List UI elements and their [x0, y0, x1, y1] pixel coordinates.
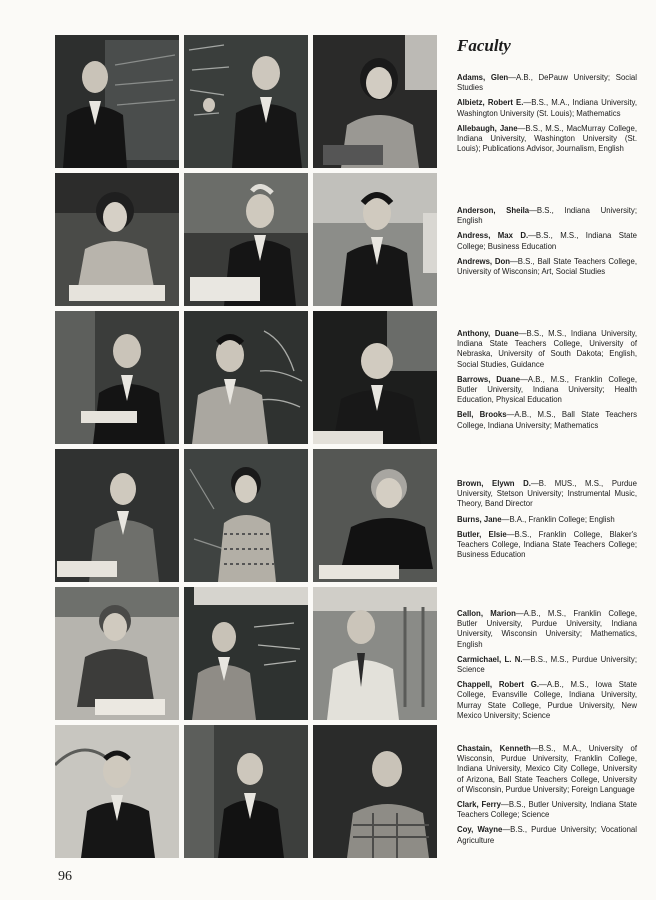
- photo-anthony: [55, 311, 179, 444]
- faculty-entry: [457, 655, 637, 675]
- portrait-icon: [55, 725, 179, 858]
- faculty-group-4: [457, 479, 637, 565]
- faculty-name: Chappell, Robert G.: [457, 680, 540, 690]
- faculty-details: —B.A., Franklin College; English: [501, 514, 615, 524]
- faculty-entry: [457, 73, 637, 93]
- page-title: Faculty: [457, 36, 511, 55]
- faculty-details: —A.B., M.S., Iowa State College, Evansville College, Indiana University, Murray State College, Purdue University, New Mexico University; Science: [457, 680, 637, 720]
- photo-chappell: [313, 587, 437, 720]
- photo-albietz: [184, 35, 308, 168]
- faculty-details: —B.S., M.S., Purdue University; Science: [457, 654, 637, 675]
- faculty-name: Burns, Jane: [457, 514, 502, 524]
- portrait-icon: [313, 173, 437, 306]
- photo-chastain: [55, 725, 179, 858]
- faculty-group-2: [457, 206, 637, 282]
- faculty-details: —B.S., Indiana University; English: [457, 206, 637, 226]
- faculty-name: Allebaugh, Jane: [457, 123, 518, 133]
- faculty-entry: [457, 515, 637, 525]
- faculty-details: —B.S., Purdue University; Vocational Agriculture: [457, 825, 637, 845]
- faculty-entry: [457, 825, 637, 845]
- faculty-name: Anderson, Sheila: [457, 206, 530, 215]
- faculty-details: —A.B., M.S., Ball State Teachers College, Indiana University; Mathematics: [457, 410, 637, 430]
- photo-anderson: [55, 173, 179, 306]
- faculty-name: Adams, Glen: [457, 73, 509, 82]
- faculty-entry: [457, 257, 637, 277]
- faculty-name: Butler, Elsie: [457, 529, 507, 539]
- photo-bell: [313, 311, 437, 444]
- portrait-icon: [55, 311, 179, 444]
- faculty-details: —B.S., M.S., Indiana University, Indiana State Teachers College, University of Nebraska, University of South Dakota; English, Social Studies, Guidance: [457, 329, 637, 369]
- portrait-icon: [313, 587, 437, 720]
- photo-coy: [313, 725, 437, 858]
- faculty-name: Andress, Max D.: [457, 231, 529, 241]
- faculty-entry: [457, 410, 637, 430]
- faculty-entry: [457, 530, 637, 561]
- faculty-entry: [457, 124, 637, 155]
- portrait-icon: [184, 725, 308, 858]
- portrait-icon: [313, 449, 437, 582]
- faculty-details: —B.S., Franklin College, Blaker's Teachers College, Indiana State Teachers College; Business Education: [457, 529, 637, 560]
- faculty-group-3: [457, 329, 637, 436]
- faculty-name: Anthony, Duane: [457, 329, 519, 338]
- portrait-icon: [313, 311, 437, 444]
- photo-barrows: [184, 311, 308, 444]
- faculty-name: Albietz, Robert E.: [457, 98, 524, 108]
- faculty-entry: [457, 206, 637, 226]
- photo-carmichael: [184, 587, 308, 720]
- faculty-name: Chastain, Kenneth: [457, 744, 531, 753]
- faculty-details: —B.S., M.A., University of Wisconsin, Purdue University, Franklin College, Indiana University, Mexico City College, University of Arizona, Ball State Teachers College, University of Wisconsin, Purdue University; Foreign Language: [457, 744, 637, 794]
- faculty-entry: [457, 98, 637, 118]
- faculty-details: —A.B., M.S., Franklin College, Butler University, Purdue University, Indiana University, Wisconsin University; Mathematics, English: [457, 609, 637, 649]
- faculty-name: Brown, Elywn D.: [457, 479, 531, 488]
- faculty-details: —A.B., DePauw University; Social Studies: [457, 73, 637, 93]
- photo-allebaugh: [313, 35, 437, 168]
- photo-butler: [313, 449, 437, 582]
- photo-brown: [55, 449, 179, 582]
- photo-clark: [184, 725, 308, 858]
- portrait-icon: [313, 725, 437, 858]
- faculty-entry: [457, 744, 637, 795]
- faculty-name: Callon, Marion: [457, 609, 516, 618]
- faculty-details: —B.S., M.A., Indiana University, Washington University (St. Louis); Mathematics: [457, 98, 637, 118]
- portrait-icon: [55, 587, 179, 720]
- portrait-icon: [184, 173, 308, 306]
- photo-andrews: [313, 173, 437, 306]
- faculty-entry: [457, 680, 637, 721]
- portrait-icon: [313, 35, 437, 168]
- portrait-icon: [184, 587, 308, 720]
- faculty-name: Andrews, Don: [457, 256, 510, 266]
- faculty-entry: [457, 800, 637, 820]
- faculty-name: Barrows, Duane: [457, 374, 521, 384]
- photo-callon: [55, 587, 179, 720]
- faculty-name: Coy, Wayne: [457, 825, 503, 835]
- faculty-details: —A.B., M.S., Franklin College, Butler University, Indiana University; Health Education, Physical Education: [457, 374, 637, 405]
- portrait-icon: [184, 35, 308, 168]
- faculty-entry: [457, 329, 637, 370]
- photo-burns: [184, 449, 308, 582]
- portrait-icon: [55, 173, 179, 306]
- faculty-details: —B. MUS., M.S., Purdue University, Stetson University; Instrumental Music, Theory, Band Director: [457, 479, 637, 509]
- photo-andress: [184, 173, 308, 306]
- faculty-entry: [457, 375, 637, 406]
- portrait-icon: [55, 35, 179, 168]
- faculty-entry: [457, 479, 637, 510]
- faculty-name: Clark, Ferry: [457, 800, 502, 810]
- faculty-group-5: [457, 609, 637, 726]
- faculty-group-6: [457, 744, 637, 851]
- page-number: 96: [58, 869, 72, 884]
- faculty-photo-grid: [55, 35, 437, 865]
- photo-adams: [55, 35, 179, 168]
- faculty-entry: [457, 231, 637, 251]
- portrait-icon: [184, 311, 308, 444]
- faculty-name: Carmichael, L. N.: [457, 654, 523, 664]
- faculty-details: —B.S., Ball State Teachers College, University of Wisconsin; Art, Social Studies: [457, 256, 637, 277]
- faculty-name: Bell, Brooks: [457, 410, 507, 420]
- faculty-details: —B.S., M.S., Indiana State College; Business Education: [457, 231, 637, 251]
- portrait-icon: [55, 449, 179, 582]
- faculty-details: —B.S., M.S., MacMurray College, Indiana University, Washington University (St. Louis); Publications Advisor, Journalism, English: [457, 123, 638, 154]
- faculty-group-1: [457, 73, 637, 159]
- faculty-entry: [457, 609, 637, 650]
- portrait-icon: [184, 449, 308, 582]
- faculty-details: —B.S., Butler University, Indiana State Teachers College; Science: [457, 800, 638, 820]
